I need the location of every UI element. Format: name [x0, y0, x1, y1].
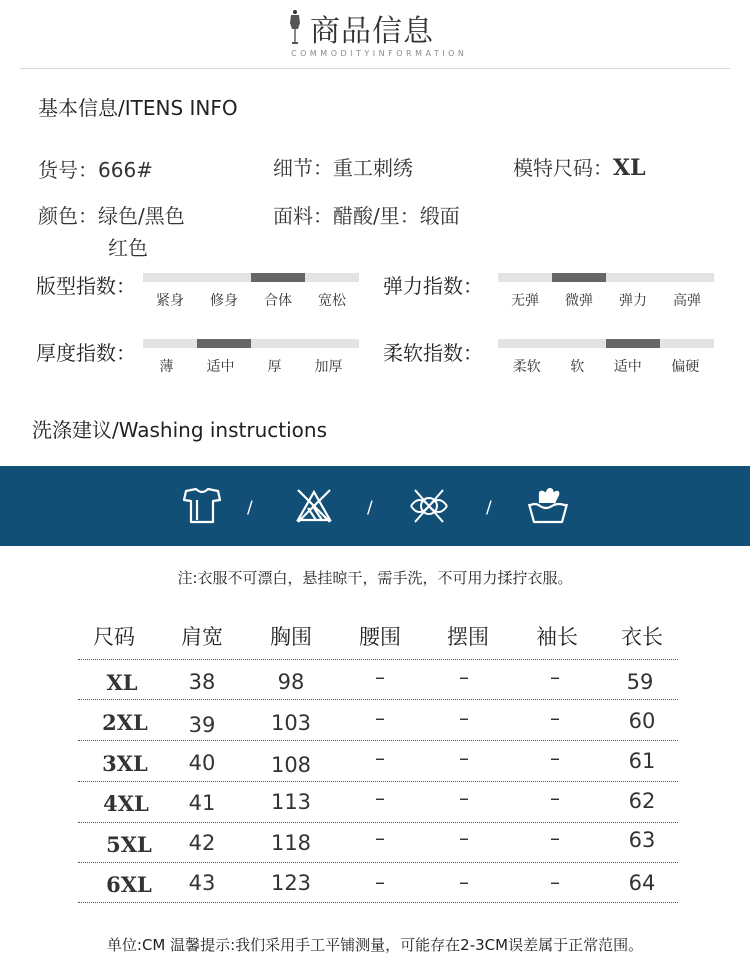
fit-index-bar	[143, 273, 359, 282]
no-bleach-icon	[292, 486, 336, 526]
page-title: 商品信息	[310, 14, 434, 49]
shoulder-cell: 43	[188, 871, 216, 895]
row-divider	[78, 659, 678, 660]
col-header-length: 衣长	[621, 625, 663, 649]
length-cell: 60	[628, 709, 656, 733]
sleeve-cell: –	[550, 826, 560, 850]
softness-option: 柔软	[512, 359, 541, 375]
chest-cell: 98	[277, 670, 305, 694]
size-cell: XL	[106, 670, 138, 695]
item-number-label: 货号：	[38, 158, 98, 182]
sleeve-cell: –	[550, 665, 560, 689]
size-cell: 2XL	[102, 710, 148, 735]
color-value-1: 绿色/黑色	[98, 204, 185, 228]
softness-option: 偏硬	[671, 359, 700, 375]
size-cell: 4XL	[103, 791, 149, 816]
elastic-option: 高弹	[673, 293, 701, 309]
elastic-option: 无弹	[511, 293, 539, 309]
item-number-value: 666#	[98, 158, 153, 182]
shoulder-cell: 42	[188, 831, 216, 855]
washing-note: 注:衣服不可漂白，悬挂晾干，需手洗，不可用力揉拧衣服。	[177, 569, 573, 587]
thickness-option: 薄	[159, 359, 174, 375]
waist-cell: –	[375, 786, 385, 810]
fit-option: 宽松	[318, 293, 346, 309]
thickness-index-fill	[197, 339, 251, 348]
washing-band	[0, 466, 750, 546]
softness-index-fill	[606, 339, 660, 348]
elastic-option: 微弹	[565, 293, 593, 309]
elastic-index-options	[498, 290, 714, 310]
model-size-value: XL	[613, 155, 646, 181]
color-label: 颜色：	[38, 204, 98, 228]
elastic-option: 弹力	[619, 293, 647, 309]
elastic-index-bar	[498, 273, 714, 282]
shoulder-cell: 38	[188, 670, 216, 694]
separator: /	[486, 498, 492, 518]
fabric-label: 面料：	[273, 204, 333, 228]
fit-option: 修身	[210, 293, 238, 309]
softness-option: 适中	[613, 359, 642, 375]
basic-info-heading: 基本信息/ITENS INFO	[38, 96, 238, 120]
hem-cell: –	[459, 665, 469, 689]
hand-wash-icon	[526, 486, 570, 526]
length-cell: 63	[628, 828, 656, 852]
thickness-option: 厚	[267, 359, 282, 375]
model-size	[513, 152, 646, 181]
thickness-option: 适中	[206, 359, 235, 375]
col-header-size: 尺码	[93, 625, 135, 649]
thickness-index-options	[143, 356, 359, 376]
row-divider	[78, 902, 678, 903]
row-divider	[78, 740, 678, 741]
col-header-waist: 腰围	[359, 625, 401, 649]
sleeve-cell: –	[550, 786, 560, 810]
chest-cell: 113	[270, 790, 312, 814]
item-number	[38, 154, 153, 183]
length-cell: 64	[628, 871, 656, 895]
fit-option: 紧身	[156, 293, 184, 309]
size-cell: 6XL	[106, 872, 152, 897]
detail-label: 细节：	[273, 156, 333, 180]
sleeve-cell: –	[550, 706, 560, 730]
header-divider	[20, 68, 730, 69]
waist-cell: –	[375, 665, 385, 689]
length-cell: 61	[628, 749, 656, 773]
hang-dry-icon	[180, 486, 224, 526]
hem-cell: –	[459, 826, 469, 850]
fit-index-fill	[251, 273, 305, 282]
length-cell: 59	[626, 670, 654, 694]
model-size-label: 模特尺码：	[513, 156, 613, 180]
fabric	[273, 200, 460, 229]
chest-cell: 108	[270, 753, 312, 777]
separator: /	[247, 498, 253, 518]
col-header-shoulder: 肩宽	[181, 625, 223, 649]
separator: /	[367, 498, 373, 518]
hem-cell: –	[459, 706, 469, 730]
fit-index-label: 版型指数：	[36, 274, 136, 298]
sleeve-cell: –	[550, 746, 560, 770]
thickness-index-bar	[143, 339, 359, 348]
row-divider	[78, 781, 678, 782]
shoulder-cell: 40	[188, 751, 216, 775]
waist-cell: –	[375, 826, 385, 850]
shoulder-cell: 39	[188, 713, 216, 737]
color-value-2: 红色	[108, 236, 148, 260]
col-header-hem: 摆围	[447, 625, 489, 649]
fabric-value: 醋酸/里：缎面	[333, 204, 460, 228]
hem-cell: –	[459, 746, 469, 770]
softness-index-bar	[498, 339, 714, 348]
page-subtitle: COMMODITYINFORMATION	[291, 49, 468, 58]
softness-index-options	[498, 356, 714, 376]
hem-cell: –	[459, 870, 469, 894]
detail-value: 重工刺绣	[333, 156, 413, 180]
length-cell: 62	[628, 789, 656, 813]
color-line-1	[38, 200, 185, 229]
col-header-chest: 胸围	[270, 625, 312, 649]
detail	[273, 152, 413, 181]
chest-cell: 103	[270, 711, 312, 735]
col-header-sleeve: 袖长	[536, 625, 578, 649]
elastic-index-label: 弹力指数：	[383, 274, 483, 298]
softness-option: 软	[570, 359, 585, 375]
row-divider	[78, 862, 678, 863]
waist-cell: –	[375, 746, 385, 770]
fit-index-options	[143, 290, 359, 310]
elastic-index-fill	[552, 273, 606, 282]
size-cell: 5XL	[106, 832, 152, 857]
size-cell: 3XL	[102, 751, 148, 776]
thickness-index-label: 厚度指数：	[36, 341, 136, 365]
hem-cell: –	[459, 786, 469, 810]
chest-cell: 123	[270, 871, 312, 895]
footer-note: 单位:CM 温馨提示:我们采用手工平铺测量，可能存在2-3CM误差属于正常范围。	[106, 936, 644, 954]
shoulder-cell: 41	[188, 791, 216, 815]
washing-heading: 洗涤建议/Washing instructions	[32, 418, 327, 442]
no-wring-icon	[407, 486, 451, 526]
thickness-option: 加厚	[314, 359, 343, 375]
waist-cell: –	[375, 706, 385, 730]
sleeve-cell: –	[550, 870, 560, 894]
chest-cell: 118	[270, 831, 312, 855]
row-divider	[78, 699, 678, 700]
waist-cell: –	[375, 870, 385, 894]
row-divider	[78, 822, 678, 823]
mannequin-icon	[289, 9, 301, 45]
fit-option: 合体	[264, 293, 292, 309]
softness-index-label: 柔软指数：	[383, 341, 483, 365]
